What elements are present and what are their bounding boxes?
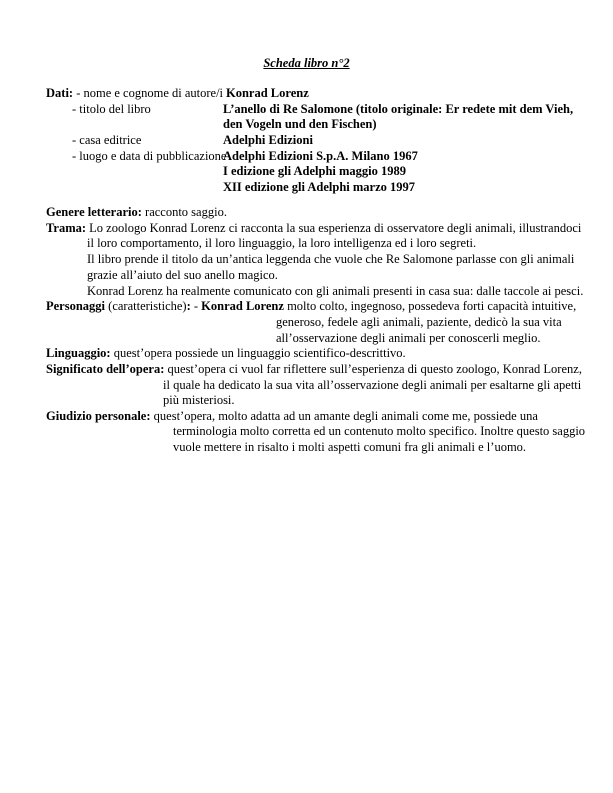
personaggi-label: Personaggi (46, 299, 106, 313)
trama-line5: Konrad Lorenz ha realmente comunicato con gli animali presenti in casa sua: dalle taccole ai pesci. (87, 284, 584, 298)
genere-text: racconto saggio. (141, 205, 227, 219)
significato-line3: più misteriosi. (163, 393, 235, 407)
genere-row (46, 205, 227, 221)
trama-line2: il loro comportamento, il loro linguaggio, la loro intelligenza ed i loro segreti. (87, 236, 477, 250)
giudizio-row (46, 409, 538, 425)
personaggi-line3: all’osservazione degli animali per conoscerli meglio. (276, 331, 541, 345)
personaggi-sub: (caratteristiche) (105, 299, 187, 313)
significato-line2: il quale ha dedicato la sua vita all’osservazione degli animali per esaltarne gli apetti (163, 378, 582, 392)
dati-author-row (46, 86, 223, 102)
significato-row (46, 362, 582, 378)
author-value: Konrad Lorenz (226, 86, 309, 100)
place-value-line1: Adelphi Edizioni S.p.A. Milano 1967 (223, 149, 418, 163)
page-title: Scheda libro n°2 (263, 56, 350, 70)
place-value-line3: XII edizione gli Adelphi marzo 1997 (223, 180, 416, 194)
significato-line1: quest’opera ci vuol far riflettere sull’esperienza di questo zoologo, Konrad Lorenz, (164, 362, 582, 376)
trama-line3: Il libro prende il titolo da un’antica leggenda che vuole che Re Salomone parlasse con gli animali (87, 252, 575, 266)
giudizio-line2: terminologia molto corretta ed un contenuto molto specifico. Inoltre questo saggio (173, 424, 586, 438)
personaggi-dash: - (190, 299, 202, 313)
giudizio-label: Giudizio personale: (46, 409, 151, 423)
linguaggio-row (46, 346, 406, 362)
publisher-value: Adelphi Edizioni (223, 133, 313, 147)
publisher-label: - casa editrice (72, 133, 142, 147)
giudizio-line1: quest’opera, molto adatta ad un amante degli animali come me, possiede una (150, 409, 538, 423)
trama-row (46, 221, 581, 237)
place-value-line2: I edizione gli Adelphi maggio 1989 (223, 164, 407, 178)
place-label: - luogo e data di pubblicazione (72, 149, 227, 163)
genere-label: Genere letterario: (46, 205, 142, 219)
linguaggio-text: quest’opera possiede un linguaggio scientifico-descrittivo. (110, 346, 406, 360)
linguaggio-label: Linguaggio: (46, 346, 111, 360)
trama-line4: grazie all’aiuto del suo anello magico. (87, 268, 278, 282)
trama-line1: Lo zoologo Konrad Lorenz ci racconta la sua esperienza di osservatore degli animali, illustrandoci (86, 221, 582, 235)
personaggi-name: Konrad Lorenz (201, 299, 284, 313)
author-label: - nome e cognome di autore/i (76, 86, 224, 100)
personaggi-line2: generoso, fedele agli animali, paziente, dedicò la sua vita (276, 315, 562, 329)
personaggi-line1: molto colto, ingegnoso, possedeva forti capacità intuitive, (283, 299, 577, 313)
dati-label: Dati: (46, 86, 74, 100)
personaggi-colon: : (186, 299, 191, 313)
significato-label: Significato dell’opera: (46, 362, 165, 376)
personaggi-row (46, 299, 576, 315)
book-value-line2: den Vogeln und den Fischen) (223, 117, 377, 131)
trama-label: Trama: (46, 221, 87, 235)
book-label: - titolo del libro (72, 102, 151, 116)
giudizio-line3: vuole mettere in risalto i molti aspetti comuni fra gli animali e l’uomo. (173, 440, 527, 454)
book-value-line1: L’anello di Re Salomone (titolo originale: Er redete mit dem Vieh, (223, 102, 574, 116)
